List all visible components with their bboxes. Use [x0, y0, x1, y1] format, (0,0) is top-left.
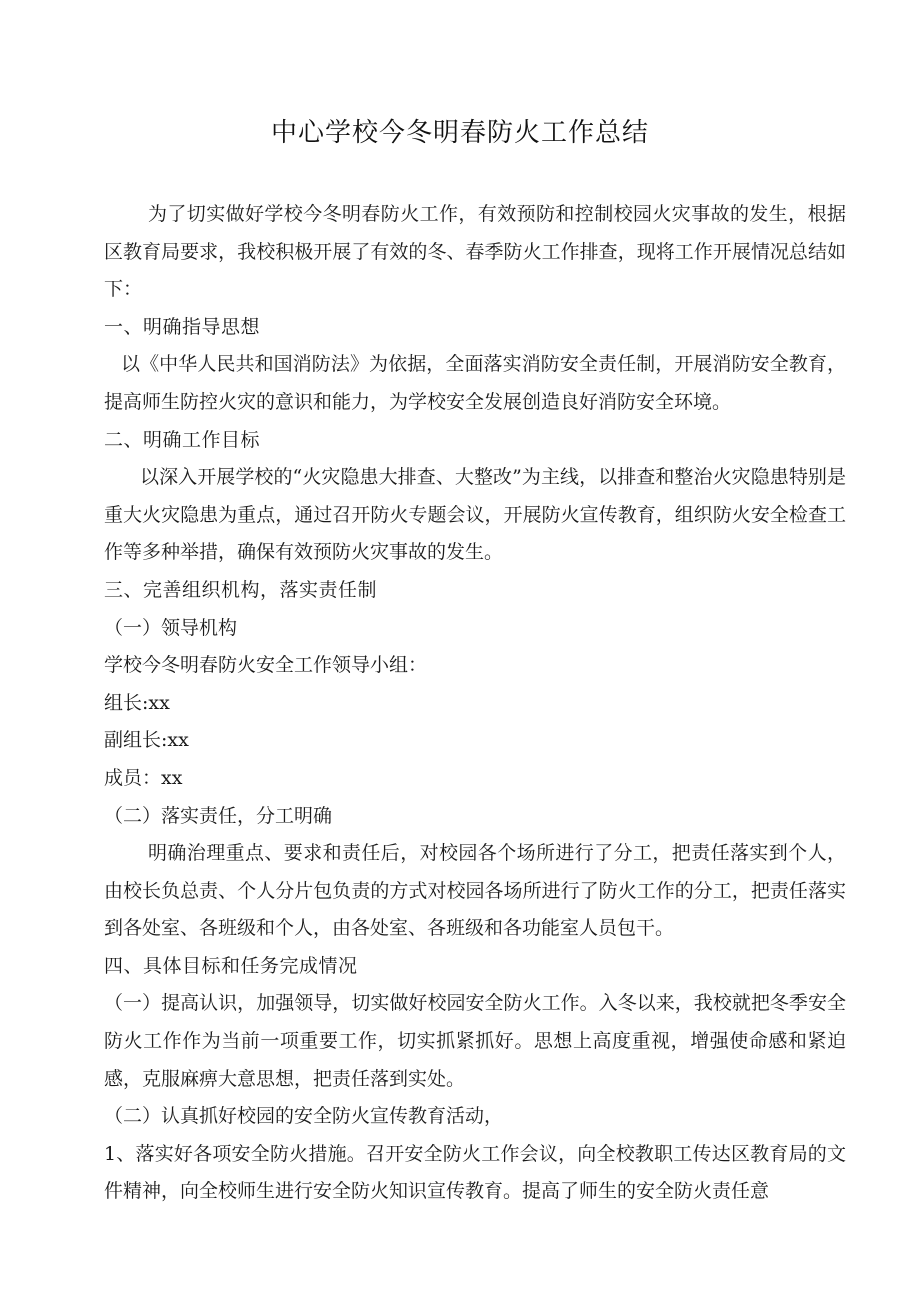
section-3-heading: 三、完善组织机构，落实责任制 — [104, 578, 378, 601]
document-body — [104, 196, 846, 1211]
leadership-group-line: 学校今冬明春防火安全工作领导小组： — [104, 654, 428, 677]
section-4-item-1: 1、落实好各项安全防火措施。召开安全防火工作会议，向全校教职工传达区教育局的文件精神，向全校师生进行安全防火知识宣传教育。提高了师生的安全防火责任意 — [104, 1142, 846, 1203]
section-4-subheading-2: （二）认真抓好校园的安全防火宣传教育活动， — [104, 1105, 504, 1128]
members-line: 成员：xx — [104, 766, 183, 789]
section-4-paragraph-1: （一）提高认识，加强领导，切实做好校园安全防火工作。入冬以来，我校就把冬季安全防火工作作为当前一项重要工作，切实抓紧抓好。思想上高度重视，增强使命感和紧迫感，克服麻痹大意思想，把责任落到实处。 — [104, 992, 846, 1090]
deputy-leader-line: 副组长:xx — [104, 729, 189, 752]
intro-paragraph: 为了切实做好学校今冬明春防火工作，有效预防和控制校园火灾事故的发生，根据区教育局要求，我校积极开展了有效的冬、春季防火工作排查，现将工作开展情况总结如下： — [104, 203, 846, 301]
section-2-paragraph: 以深入开展学校的“火灾隐患大排查、大整改”为主线，以排查和整治火灾隐患特别是重大火灾隐患为重点，通过召开防火专题会议，开展防火宣传教育，组织防火安全检查工作等多种举措，确保有效预防火灾事故的发生。 — [104, 466, 846, 564]
group-leader-line: 组长:xx — [104, 691, 170, 714]
section-3-subheading-1: （一）领导机构 — [104, 616, 238, 639]
section-2-heading: 二、明确工作目标 — [104, 428, 261, 451]
section-1-paragraph: 以《中华人民共和国消防法》为依据，全面落实消防安全责任制，开展消防安全教育，提高师生防控火灾的意识和能力，为学校安全发展创造良好消防安全环境。 — [104, 353, 846, 413]
section-3-subheading-2: （二）落实责任，分工明确 — [104, 804, 333, 827]
section-4-heading: 四、具体目标和任务完成情况 — [104, 954, 358, 977]
section-3-subparagraph-2: 明确治理重点、要求和责任后，对校园各个场所进行了分工，把责任落实到个人，由校长负总责、个人分片包负责的方式对校园各场所进行了防火工作的分工，把责任落实到各处室、各班级和个人，由各处室、各班级和各功能室人员包干。 — [104, 842, 846, 940]
section-1-heading: 一、明确指导思想 — [104, 315, 261, 338]
document-title: 中心学校今冬明春防火工作总结 — [270, 118, 649, 148]
